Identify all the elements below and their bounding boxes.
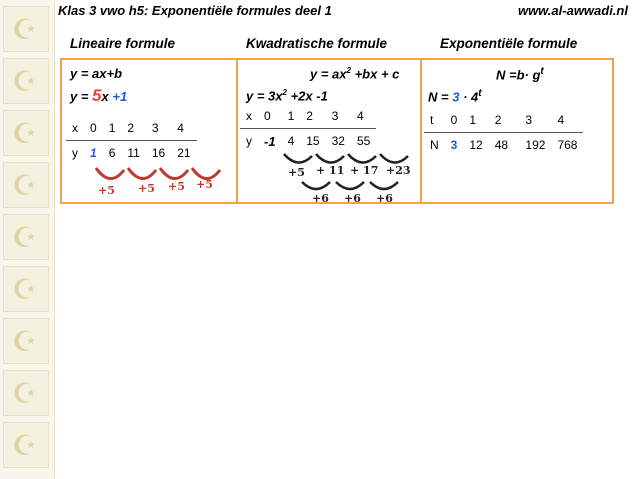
table-cell: 4 (351, 104, 376, 129)
difference-label: +5 (98, 184, 115, 197)
table-cell: t (424, 108, 445, 133)
table-cell: 0 (445, 108, 464, 133)
difference-label: +5 (196, 178, 213, 191)
table-cell: 21 (177, 146, 191, 160)
table-row (66, 141, 197, 166)
table-cell: 3 (519, 108, 551, 133)
calligraphy-tile: ☪ (3, 422, 49, 468)
quadratic-specific-formula (246, 88, 328, 103)
table-cell: x (240, 104, 258, 129)
exponent: t (478, 88, 482, 99)
exponential-specific-formula (428, 88, 482, 104)
table-row (424, 108, 583, 133)
linear-specific-formula (70, 86, 127, 106)
slope-value: 5 (92, 86, 102, 105)
table-cell: y (72, 146, 78, 160)
calligraphy-tile: ☪ (3, 214, 49, 260)
start-value: 3 (452, 89, 460, 105)
formula-prefix: y = (70, 89, 93, 104)
first-difference-label: +5 (288, 166, 305, 179)
table-cell: 16 (151, 146, 166, 160)
formula-part: N = (428, 89, 453, 105)
table-cell: 55 (356, 134, 371, 148)
table-cell: 32 (331, 134, 345, 148)
difference-arc (192, 168, 220, 179)
first-difference-label: + 11 (316, 164, 345, 177)
calligraphy-tile: ☪ (3, 370, 49, 416)
table-row (424, 133, 583, 158)
table-cell: 2 (121, 116, 145, 141)
difference-arc (284, 154, 312, 163)
second-difference-arc (370, 182, 398, 189)
table-cell: 3 (146, 116, 171, 141)
first-difference-label: + 17 (350, 164, 379, 177)
table-cell: 768 (557, 138, 578, 152)
formula-part: · 4 (459, 89, 479, 105)
linear-table (66, 116, 197, 165)
table-cell: 1 (463, 108, 488, 133)
exponent: 2 (282, 88, 287, 97)
intercept-value: +1 (112, 89, 128, 104)
table-cell: 2 (300, 104, 325, 129)
exponential-general-formula (496, 66, 544, 82)
second-difference-label: +6 (344, 192, 361, 205)
calligraphy-tile: ☪ (3, 162, 49, 208)
exponential-title: Exponentiële formule (440, 36, 578, 51)
second-difference-label: +6 (312, 192, 329, 205)
second-difference-arc (336, 182, 364, 189)
difference-label: +5 (168, 180, 185, 193)
table-cell: 1 (90, 146, 97, 160)
slide-title: Klas 3 vwo h5: Exponentiële formules deel 1 (58, 3, 332, 18)
table-cell: x (66, 116, 84, 141)
formula-part: N =b· g (496, 67, 541, 83)
difference-arc (128, 168, 156, 179)
difference-arc (348, 154, 376, 163)
table-cell: 3 (326, 104, 351, 129)
table-cell: N (430, 138, 439, 152)
difference-arc (316, 154, 344, 163)
table-cell: 15 (306, 134, 320, 148)
calligraphy-tile: ☪ (3, 318, 49, 364)
table-cell: y (246, 134, 252, 148)
table-cell: 6 (108, 146, 116, 160)
calligraphy-tile: ☪ (3, 266, 49, 312)
table-cell: 11 (127, 146, 140, 160)
website-link[interactable]: www.al-awwadi.nl (517, 3, 628, 18)
formula-part: y = 3x (246, 88, 283, 104)
exponent: t (540, 66, 544, 77)
linear-title: Lineaire formule (70, 36, 176, 51)
formula-part: +bx + c (350, 66, 400, 82)
table-row (240, 104, 376, 129)
table-cell: 4 (287, 134, 295, 148)
quadratic-general-formula (310, 66, 399, 81)
table-cell: 48 (494, 138, 509, 152)
formula-part: +2x -1 (286, 88, 328, 104)
decorative-calligraphy-strip (0, 0, 55, 479)
table-cell: 3 (450, 138, 458, 152)
exponential-table (424, 108, 583, 157)
table-cell: 0 (84, 116, 103, 141)
table-cell: 0 (258, 104, 282, 129)
calligraphy-tile: ☪ (3, 58, 49, 104)
table-cell: 2 (489, 108, 520, 133)
calligraphy-tile: ☪ (3, 110, 49, 156)
table-cell: -1 (264, 133, 276, 149)
exponent: 2 (346, 66, 351, 75)
table-row (66, 116, 197, 141)
difference-arc (96, 168, 124, 179)
linear-general-formula: y = ax+b (70, 66, 123, 81)
quadratic-table (240, 104, 376, 153)
table-cell: 1 (103, 116, 122, 141)
difference-arc (380, 154, 408, 163)
table-cell: 4 (171, 116, 196, 141)
second-difference-label: +6 (376, 192, 393, 205)
calligraphy-tile: ☪ (3, 6, 49, 52)
table-cell: 12 (469, 138, 483, 152)
quadratic-title: Kwadratische formule (246, 36, 388, 51)
formula-part: y = ax (310, 66, 347, 82)
table-cell: 4 (551, 108, 583, 133)
formula-x: x (101, 89, 113, 104)
difference-label: +5 (138, 182, 155, 195)
second-difference-arc (302, 182, 330, 189)
table-cell: 192 (525, 138, 546, 152)
first-difference-label: +23 (386, 164, 411, 177)
table-cell: 1 (282, 104, 301, 129)
difference-arc (160, 168, 188, 179)
